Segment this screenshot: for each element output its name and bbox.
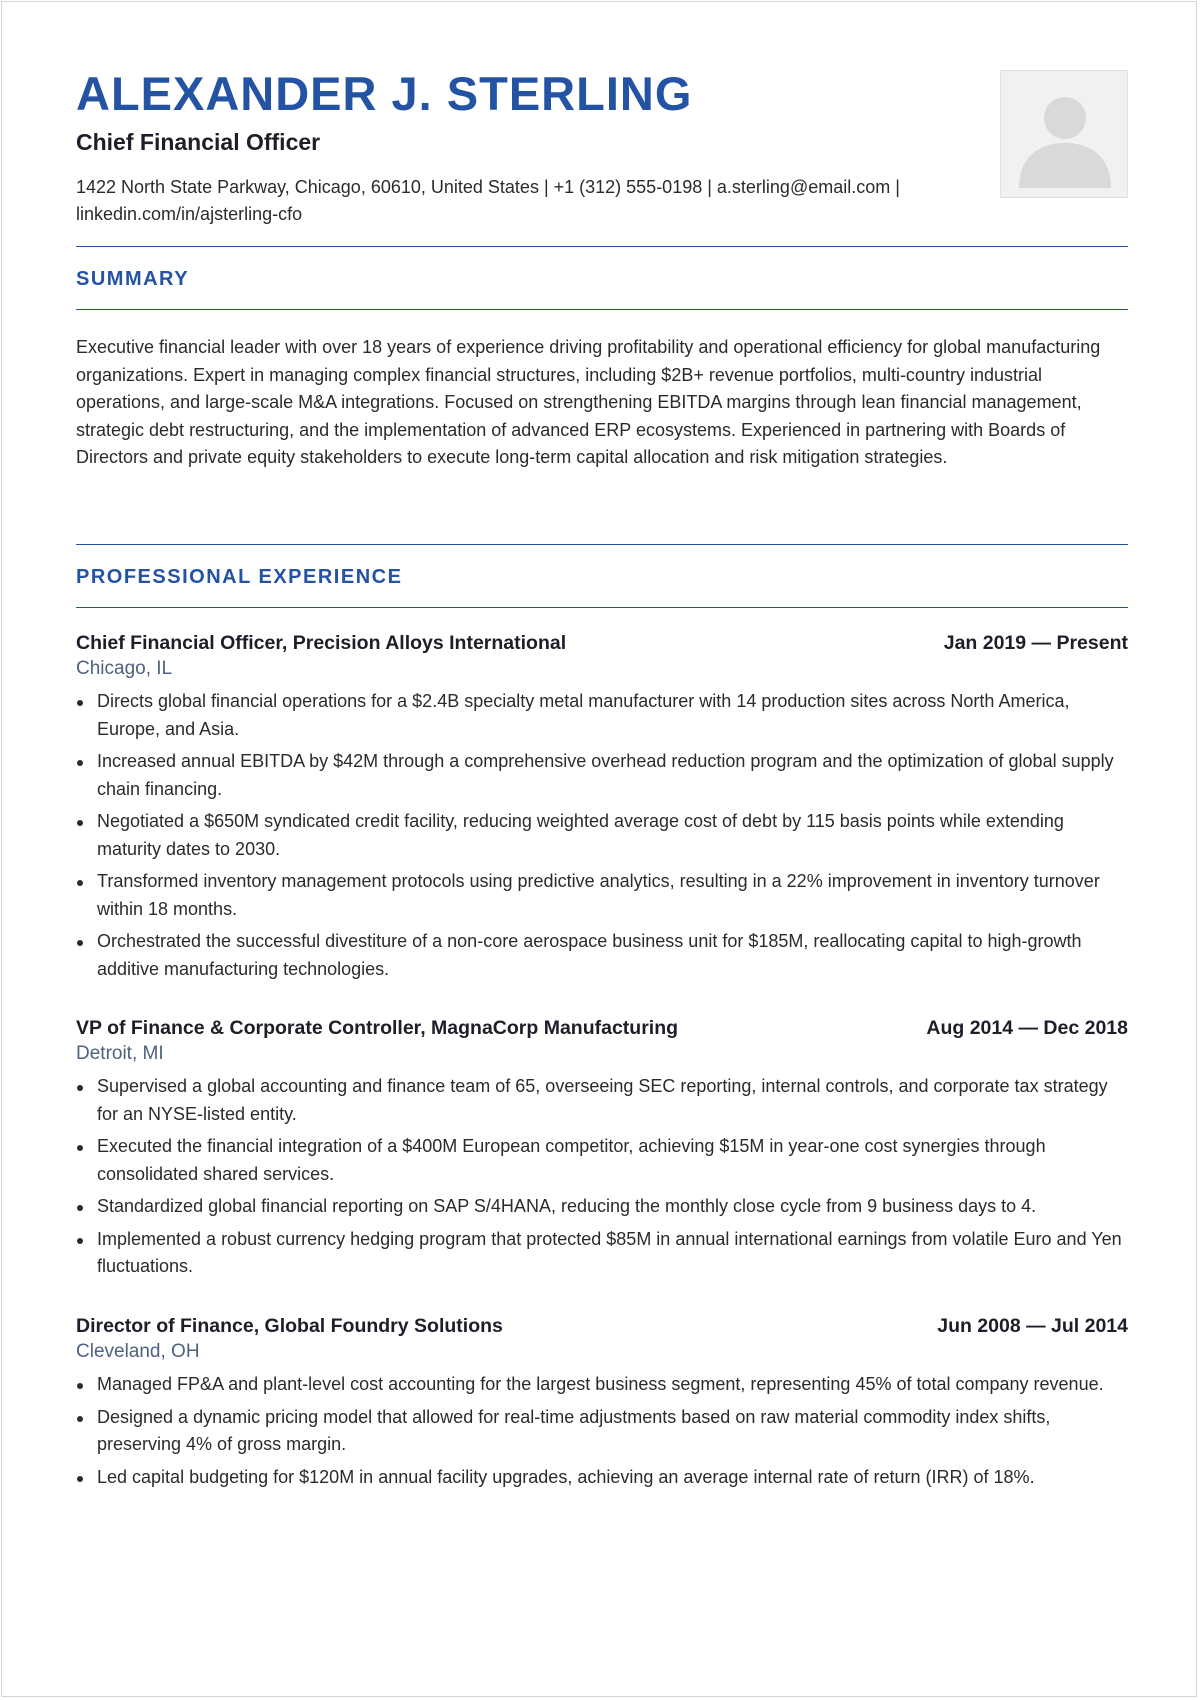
job-location: Detroit, MI (76, 1043, 164, 1064)
job-entry (76, 630, 1128, 988)
job-bullet: Implemented a robust currency hedging program that protected $85M in annual international earnings from volatile Euro and Yen fluctuations. (76, 1226, 1128, 1281)
job-bullet: Directs global financial operations for a $2.4B specialty metal manufacturer with 14 production sites across North America, Europe, and Asia. (76, 688, 1128, 743)
profile-photo (1000, 70, 1128, 198)
header-divider (76, 246, 1128, 247)
contact-info: 1422 North State Parkway, Chicago, 60610, United States | +1 (312) 555-0198 | a.sterling@email.com | linkedin.com/in/ajsterling-cfo (76, 177, 900, 224)
job-title: VP of Finance & Corporate Controller, MagnaCorp Manufacturing (76, 1017, 679, 1039)
person-silhouette-icon (1001, 71, 1128, 198)
job-title: Director of Finance, Global Foundry Solutions (76, 1315, 503, 1337)
summary-heading-divider (76, 309, 1128, 310)
job-entry (76, 1015, 1128, 1286)
job-header (76, 1015, 1128, 1041)
experience-heading: PROFESSIONAL EXPERIENCE (76, 566, 403, 588)
experience-heading-divider (76, 607, 1128, 608)
job-bullet-list (76, 1073, 1128, 1281)
job-dates: Jun 2008 — Jul 2014 (937, 1315, 1128, 1337)
job-location: Chicago, IL (76, 658, 173, 679)
job-bullet: Negotiated a $650M syndicated credit facility, reducing weighted average cost of debt by 115 basis points while extending maturity dates to 2030. (76, 808, 1128, 863)
job-dates: Jan 2019 — Present (943, 632, 1128, 654)
job-bullet: Standardized global financial reporting on SAP S/4HANA, reducing the monthly close cycle from 9 business days to 4. (76, 1193, 1128, 1221)
job-bullet: Orchestrated the successful divestiture of a non-core aerospace business unit for $185M, reallocating capital to high-growth additive manufacturing technologies. (76, 928, 1128, 983)
job-bullet: Supervised a global accounting and finance team of 65, overseeing SEC reporting, internal controls, and corporate tax strategy for an NYSE-listed entity. (76, 1073, 1128, 1128)
job-dates: Aug 2014 — Dec 2018 (926, 1017, 1128, 1039)
job-header (76, 1313, 1128, 1339)
job-bullet: Transformed inventory management protocols using predictive analytics, resulting in a 22% improvement in inventory turnover within 18 months. (76, 868, 1128, 923)
job-title: Chief Financial Officer, Precision Alloys International (76, 632, 567, 654)
candidate-name: ALEXANDER J. STERLING (76, 67, 693, 120)
candidate-title: Chief Financial Officer (76, 129, 321, 155)
job-bullet: Designed a dynamic pricing model that allowed for real-time adjustments based on raw material commodity index shifts, preserving 4% of gross margin. (76, 1404, 1128, 1459)
job-bullet: Executed the financial integration of a $400M European competitor, achieving $15M in year-one cost synergies through consolidated shared services. (76, 1133, 1128, 1188)
resume-page (1, 1, 1197, 1697)
summary-text: Executive financial leader with over 18 years of experience driving profitability and operational efficiency for global manufacturing organizations. Expert in managing complex financial structures, including $2B+ revenue portfolios, multi-country industrial operations, and large-scale M&A integrations. Focused on strengthening EBITDA margins through lean financial management, strategic debt restructuring, and the implementation of advanced ERP ecosystems. Experienced in partnering with Boards of Directors and private equity stakeholders to execute long-term capital allocation and risk mitigation strategies. (76, 337, 1101, 467)
job-location: Cleveland, OH (76, 1341, 200, 1362)
job-bullet: Managed FP&A and plant-level cost accounting for the largest business segment, representing 45% of total company revenue. (76, 1371, 1128, 1399)
job-bullet-list (76, 688, 1128, 983)
summary-heading: SUMMARY (76, 268, 190, 290)
job-bullet-list (76, 1371, 1128, 1491)
job-entry (76, 1313, 1128, 1496)
job-bullet: Led capital budgeting for $120M in annual facility upgrades, achieving an average internal rate of return (IRR) of 18%. (76, 1464, 1128, 1492)
experience-top-divider (76, 544, 1128, 545)
job-bullet: Increased annual EBITDA by $42M through a comprehensive overhead reduction program and the optimization of global supply chain financing. (76, 748, 1128, 803)
job-header (76, 630, 1128, 656)
